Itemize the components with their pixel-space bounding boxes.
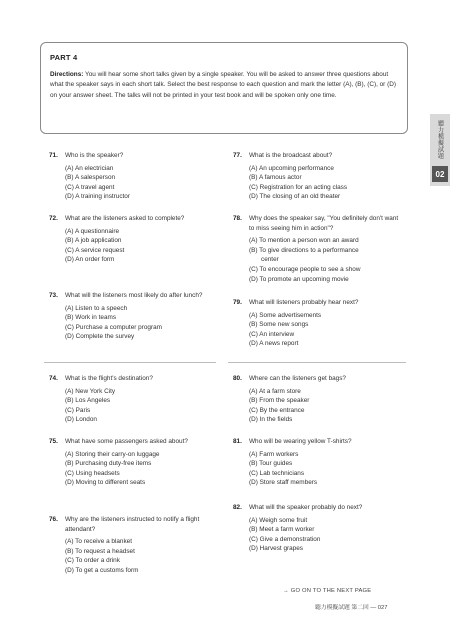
page-footer: 聽力模擬試題 第二回 — 027: [315, 605, 388, 611]
question-number: 79.: [233, 299, 242, 306]
answer-option: (B) To request a headset: [65, 547, 135, 555]
question-74: [49, 374, 214, 425]
question-text: What is the broadcast about?: [249, 152, 333, 159]
answer-option: (A) To mention a person won an award: [249, 237, 359, 245]
answer-option: (C) A service request: [65, 246, 125, 254]
answer-option: (B) Work in teams: [65, 314, 117, 322]
answer-option: (D) Complete the survey: [65, 333, 135, 341]
question-text: Why are the listeners instructed to notify a flight attendant?: [65, 516, 200, 533]
part-title: PART 4: [50, 53, 78, 62]
answer-option: (C) Paris: [65, 406, 91, 414]
question-text: Why does the speaker say, "You definitely don't want to miss seeing him in action"?: [249, 215, 399, 232]
question-text: What have some passengers asked about?: [65, 438, 188, 445]
answer-option: (A) Farm workers: [249, 450, 299, 458]
answer-option: (B) Tour guides: [249, 460, 293, 468]
answer-option: (B) Meet a farm worker: [249, 526, 315, 534]
answer-option: (A) At a farm store: [249, 387, 301, 395]
answer-option: (B) From the speaker: [249, 397, 310, 405]
answer-option: (A) An upcoming performance: [249, 164, 334, 172]
answer-option: (D) An order form: [65, 256, 115, 264]
question-number: 81.: [233, 438, 242, 445]
question-77: [233, 151, 405, 202]
question-number: 76.: [49, 516, 58, 523]
question-number: 80.: [233, 375, 242, 382]
answer-option: (D) To get a customs form: [65, 566, 139, 574]
answer-option: (C) By the entrance: [249, 406, 305, 414]
question-number: 72.: [49, 215, 58, 222]
question-80: [233, 374, 405, 425]
answer-option: (A) Listen to a speech: [65, 304, 128, 312]
answer-option: (C) Using headsets: [65, 469, 120, 477]
answer-option: (D) A news report: [249, 340, 299, 348]
question-76: [49, 515, 214, 576]
answer-option: (C) Purchase a computer program: [65, 323, 162, 331]
directions-text: [50, 70, 399, 101]
question-81: [233, 437, 405, 488]
section-side-tab: [430, 114, 450, 186]
answer-option: (A) An electrician: [65, 164, 114, 172]
answer-option: (C) Registration for an acting class: [249, 183, 348, 191]
question-79: [233, 298, 405, 349]
go-on-next-page-note: → GO ON TO THE NEXT PAGE: [283, 588, 372, 594]
answer-option: (B) Purchasing duty-free items: [65, 460, 152, 468]
question-78: [233, 214, 405, 284]
answer-option: (B) A job application: [65, 237, 122, 245]
answer-option: (A) Weigh some fruit: [249, 516, 308, 524]
answer-option: (B) A salesperson: [65, 174, 116, 182]
answer-option: (C) Lab technicians: [249, 469, 305, 477]
answer-option: (C) Give a demonstration: [249, 535, 321, 543]
answer-option: (C) A travel agent: [65, 183, 115, 191]
answer-option: (D) Store staff members: [249, 479, 318, 487]
answer-option: (B) Some new songs: [249, 321, 309, 329]
question-text: What is the flight's destination?: [65, 375, 153, 382]
question-text: What will the speaker probably do next?: [249, 504, 363, 511]
question-number: 71.: [49, 152, 58, 159]
question-number: 74.: [49, 375, 58, 382]
question-75: [49, 437, 214, 488]
question-text: Who is the speaker?: [65, 152, 124, 159]
answer-option: (A) Some advertisements: [249, 311, 322, 319]
answer-option: (A) Storing their carry-on luggage: [65, 450, 160, 458]
answer-option: (A) A questionnaire: [65, 227, 119, 235]
question-number: 73.: [49, 292, 58, 299]
question-73: [49, 291, 214, 342]
question-text: What are the listeners asked to complete?: [65, 215, 185, 222]
question-72: [49, 214, 214, 265]
question-number: 77.: [233, 152, 242, 159]
answer-option: (B) To give directions to a performance: [249, 246, 359, 254]
answer-option: (C) To order a drink: [65, 557, 120, 565]
question-number: 75.: [49, 438, 58, 445]
answer-option: (D) A training instructor: [65, 193, 130, 201]
answer-option: (D) Harvest grapes: [249, 545, 303, 553]
answer-option: (D) London: [65, 416, 97, 424]
answer-option: (A) To receive a blanket: [65, 538, 133, 546]
question-number: 82.: [233, 504, 242, 511]
answer-option: (A) New York City: [65, 387, 116, 395]
question-number: 78.: [233, 215, 242, 222]
directions-label: Directions:: [50, 71, 84, 78]
answer-option: (C) An interview: [249, 330, 295, 338]
directions-box: [40, 42, 408, 134]
question-text: What will the listeners most likely do after lunch?: [65, 292, 203, 299]
answer-option: (D) To promote an upcoming movie: [249, 275, 349, 283]
question-text: Who will be wearing yellow T-shirts?: [249, 438, 352, 445]
question-text: Where can the listeners get bags?: [249, 375, 346, 382]
answer-option: (D) Moving to different seats: [65, 479, 146, 487]
question-71: [49, 151, 214, 202]
answer-option: (B) A famous actor: [249, 174, 302, 182]
side-tab-label: 聽力模擬試題: [436, 120, 443, 159]
section-divider: [228, 362, 406, 363]
answer-option: (B) Los Angeles: [65, 397, 111, 405]
answer-option: (D) In the fields: [249, 416, 293, 424]
section-divider: [44, 362, 216, 363]
question-82: [233, 503, 405, 554]
answer-option: (C) To encourage people to see a show: [249, 265, 361, 273]
answer-option: (D) The closing of an old theater: [249, 193, 341, 201]
answer-option-continuation: center: [261, 256, 279, 264]
directions-body: You will hear some short talks given by a single speaker. You will be asked to answer three questions about what the speaker says in each short talk. Select the best response to each question and mark the letter (A), (B), (C), or (D) on your answer sheet. The talks will not be printed in your test book and will be spoken only one time.: [50, 71, 396, 99]
question-text: What will listeners probably hear next?: [249, 299, 359, 306]
side-tab-number: 02: [432, 166, 448, 182]
